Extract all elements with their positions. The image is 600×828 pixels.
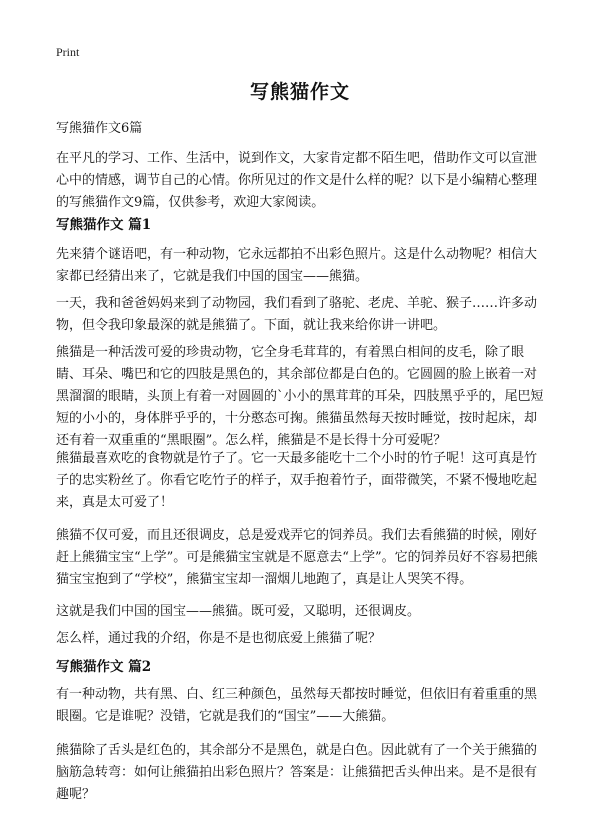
section-1-paragraph-2: 一天，我和爸爸妈妈来到了动物园，我们看到了骆驼、老虎、羊驼、猴子……许多动物，但令我印象最深的就是熊猫了。下面，就让我来给你讲一讲吧。: [56, 296, 538, 333]
print-link[interactable]: Print: [56, 45, 80, 59]
page-title: 写熊猫作文: [249, 81, 350, 103]
section-heading-2: 写熊猫作文 篇2: [56, 659, 152, 675]
section-1-paragraph-1: 先来猜个谜语吧，有一种动物，它永远都拍不出彩色照片。这是什么动物呢？相信大家都已经猜出来了，它就是我们中国的国宝——熊猫。: [56, 247, 538, 284]
section-2-paragraph-2: 熊猫除了舌头是红色的，其余部分不是黑色，就是白色。因此就有了一个关于熊猫的脑筋急转弯：如何让熊猫拍出彩色照片？答案是：让熊猫把舌头伸出来。是不是很有趣呢？: [56, 743, 538, 802]
section-1-paragraph-3: 熊猫是一种活泼可爱的珍贵动物，它全身毛茸茸的，有着黑白相间的皮毛，除了眼睛、耳朵、嘴巴和它的四肢是黑色的，其余部位都是白色的。它圆圆的脸上嵌着一对黑溜溜的眼睛，头顶上有着一对圆圆的`小小的黑茸茸的耳朵，四肢黑乎乎的，尾巴短短的小小的，身体胖乎乎的，十分憨态可掬。熊猫虽然每天按时睡觉，按时起床，却还有着一双重重的“黑眼圈”。怎么样，熊猫是不是长得十分可爱呢？: [56, 345, 544, 448]
section-1-paragraph-6: 这就是我们中国的国宝——熊猫。既可爱，又聪明，还很调皮。: [56, 604, 421, 619]
section-1-paragraph-4: 熊猫最喜欢吃的食物就是竹子了。它一天最多能吃十二个小时的竹子呢！这可真是竹子的忠实粉丝了。你看它吃竹子的样子，双手抱着竹子，面带微笑，不紧不慢地吃起来，真是太可爱了！: [56, 451, 538, 510]
intro-paragraph: 在平凡的学习、工作、生活中，说到作文，大家肯定都不陌生吧，借助作文可以宣泄心中的情感，调节自己的心情。你所见过的作文是什么样的呢？以下是小编精心整理的写熊猫作文9篇，仅供参考，欢迎大家阅读。: [56, 151, 538, 210]
document-subtitle: 写熊猫作文6篇: [56, 121, 143, 136]
section-2-paragraph-1: 有一种动物，共有黑、白、红三种颜色，虽然每天都按时睡觉，但依旧有着重重的黑眼圈。它是谁呢？没错，它就是我们的“国宝”——大熊猫。: [56, 687, 538, 724]
section-1-paragraph-7: 怎么样，通过我的介绍，你是不是也彻底爱上熊猫了呢？: [56, 631, 382, 646]
section-1-paragraph-5: 熊猫不仅可爱，而且还很调皮，总是爱戏弄它的饲养员。我们去看熊猫的时候，刚好赶上熊猫宝宝“上学”。可是熊猫宝宝就是不愿意去“上学”。它的饲养员好不容易把熊猫宝宝抱到了“学校”，熊猫宝宝却一溜烟儿地跑了，真是让人哭笑不得。: [56, 528, 538, 587]
section-heading-1: 写熊猫作文 篇1: [56, 217, 152, 233]
